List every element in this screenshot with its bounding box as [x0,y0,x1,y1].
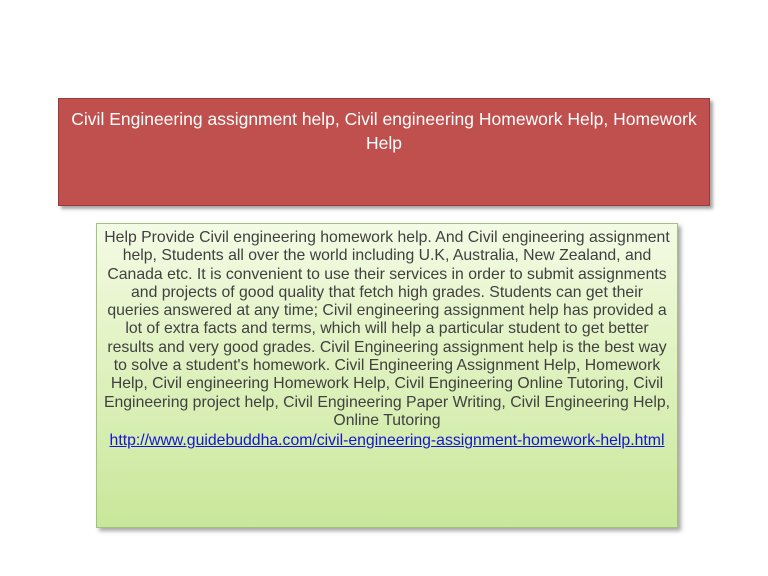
slide-title: Civil Engineering assignment help, Civil engineering Homework Help, Homework Help [71,109,697,153]
guidebuddha-link[interactable]: http://www.guidebuddha.com/civil-engineering-assignment-homework-help.html [109,432,665,450]
title-box [58,98,710,206]
content-box [96,223,678,528]
body-text: Help Provide Civil engineering homework help. And Civil engineering assignment help, Students all over the world including U.K, Australia, New Zealand, and Canada etc. It is convenient to use their services in order to submit assignments and projects of good quality that fetch high grades. Students can get their queries answered at any time; Civil engineering assignment help has provided a lot of extra facts and terms, which will help a particular student to get better results and very good grades. Civil Engineering assignment help is the best way to solve a student's homework. Civil Engineering Assignment Help, Homework Help, Civil engineering Homework Help, Civil Engineering Online Tutoring, Civil Engineering project help, Civil Engineering Paper Writing, Civil Engineering Help, Online Tutoring [103,229,671,429]
